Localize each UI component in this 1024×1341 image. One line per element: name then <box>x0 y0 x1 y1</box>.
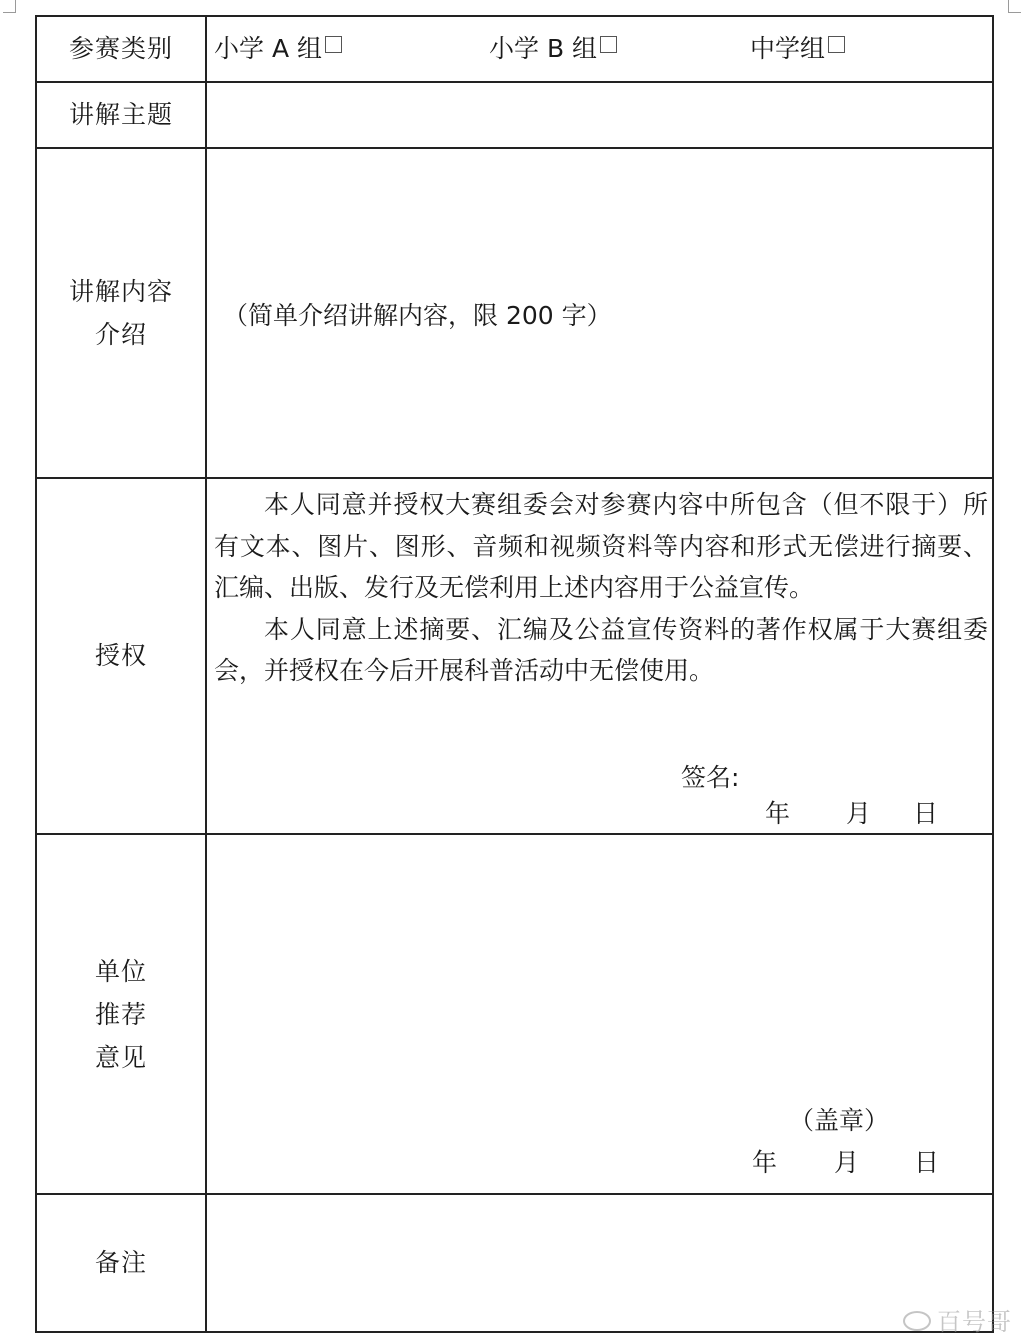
authorization-row <box>36 478 993 834</box>
intro-field[interactable] <box>206 148 993 478</box>
topic-row <box>36 82 993 148</box>
page-corner-mark <box>3 0 16 13</box>
category-option-primary-a[interactable] <box>214 32 342 66</box>
recommendation-label-line: 推荐 <box>94 999 147 1029</box>
date-year-label: 年 <box>752 1148 778 1177</box>
category-option-label: 中学组 <box>750 34 826 63</box>
registration-form-table <box>35 15 994 1333</box>
category-row <box>36 16 993 82</box>
category-option-label: 小学 B 组 <box>489 34 598 63</box>
weibo-logo-icon <box>903 1311 931 1331</box>
intro-label-line: 讲解内容 <box>68 277 173 306</box>
intro-hint: （简单介绍讲解内容，限 200 字） <box>223 301 612 330</box>
category-option-middle-school[interactable] <box>750 32 845 66</box>
category-option-primary-b[interactable] <box>489 32 617 66</box>
date-day-label: 日 <box>913 799 939 828</box>
checkbox-primary-a[interactable] <box>325 36 342 53</box>
notes-label: 备注 <box>36 1194 206 1332</box>
topic-field[interactable] <box>206 82 993 148</box>
intro-label <box>36 148 206 478</box>
checkbox-middle-school[interactable] <box>828 36 845 53</box>
recommendation-field[interactable] <box>206 834 993 1194</box>
authorization-cell <box>206 478 993 834</box>
authorization-paragraph: 本人同意上述摘要、汇编及公益宣传资料的著作权属于大赛组委会，并授权在今后开展科普活动中无偿使用。 <box>214 614 988 685</box>
authorization-label: 授权 <box>36 478 206 834</box>
signature-label: 签名: <box>681 763 740 792</box>
topic-label: 讲解主题 <box>36 82 206 148</box>
recommendation-label <box>36 834 206 1194</box>
authorization-paragraph: 本人同意并授权大赛组委会对参赛内容中所包含（但不限于）所有文本、图片、图形、音频和视频资料等内容和形式无偿进行摘要、汇编、出版、发行及无偿利用上述内容用于公益宣传。 <box>214 490 988 602</box>
authorization-text <box>207 480 992 692</box>
date-year-label: 年 <box>765 799 791 828</box>
category-option-label: 小学 A 组 <box>214 34 322 63</box>
watermark <box>903 1302 1012 1337</box>
notes-row <box>36 1194 993 1332</box>
intro-label-line: 介绍 <box>94 320 147 349</box>
watermark-text: 百号哥 <box>937 1308 1012 1336</box>
date-month-label: 月 <box>834 1148 860 1177</box>
page-corner-mark <box>1008 0 1021 13</box>
recommendation-date <box>752 1147 972 1179</box>
notes-field[interactable] <box>206 1194 993 1332</box>
seal-label: （盖章） <box>789 1106 890 1135</box>
category-options-cell <box>206 16 993 82</box>
intro-row <box>36 148 993 478</box>
recommendation-label-line: 单位 <box>94 956 147 986</box>
date-day-label: 日 <box>914 1148 940 1177</box>
checkbox-primary-b[interactable] <box>600 36 617 53</box>
category-label: 参赛类别 <box>36 16 206 82</box>
recommendation-label-line: 意见 <box>94 1042 147 1072</box>
date-month-label: 月 <box>846 799 872 828</box>
recommendation-row <box>36 834 993 1194</box>
authorization-date <box>765 798 965 830</box>
